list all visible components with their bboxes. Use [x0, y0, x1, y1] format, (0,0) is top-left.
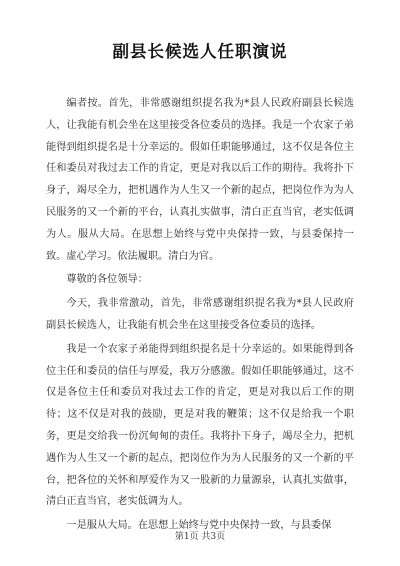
- paragraph-salutation: 尊敬的各位领导：: [66, 274, 148, 286]
- paragraph-opening: 今天，我非常激动，首先，非常感谢组织提名我为*县人民政府副县长候选人，让我能有机会坐在这里接受各位委员的选择。: [46, 298, 354, 331]
- page-footer: 第1页 共3页: [174, 532, 226, 542]
- document-title: 副县长候选人任职演说: [112, 42, 288, 61]
- paragraph-editor-note: 编者按。首先，非常感谢组织提名我为*县人民政府副县长候选人，让我能有机会坐在这里接受各位委员的选择。我是一个农家子弟能得到组织提名是十分幸运的。假如任职能够通过，这不仅是各位主任和委员对我过去工作的肯定，更是对我以后工作的期待。我将扑下身子，竭尽全力，把机遇作为人生又一个新的起点，把岗位作为为人民服务的又一个新的平台，认真扎实做事，清白正直当官，老实低调为人。服从大局。在思想上始终与党中央保持一致，与县委保持一致。虚心学习。依法履职。清白为官。: [46, 98, 354, 262]
- document-body: [46, 93, 354, 537]
- paragraph-commitment: 我是一个农家子弟能得到组织提名是十分幸运的。如果能得到各位主任和委员的信任与厚爱，我万分感激。假如任职能够通过，这不仅是各位主任和委员对我过去工作的肯定，更是对我以后工作的期待；这不仅是对我的鼓励，更是对我的鞭策；这不仅是给我一个职务，更是交给我一份沉甸甸的责任。我将扑下身子，竭尽全力，把机遇作为人生又一个新的起点，把岗位作为为人民服务的又一个新的平台，把各位的关怀和厚爱作为又一股新的力量源泉，认真扎实做事，清白正直当官，老实低调为人。: [46, 343, 354, 508]
- paragraph-first-point: 一是服从大局。在思想上始终与党中央保持一致，与县委保: [66, 520, 332, 532]
